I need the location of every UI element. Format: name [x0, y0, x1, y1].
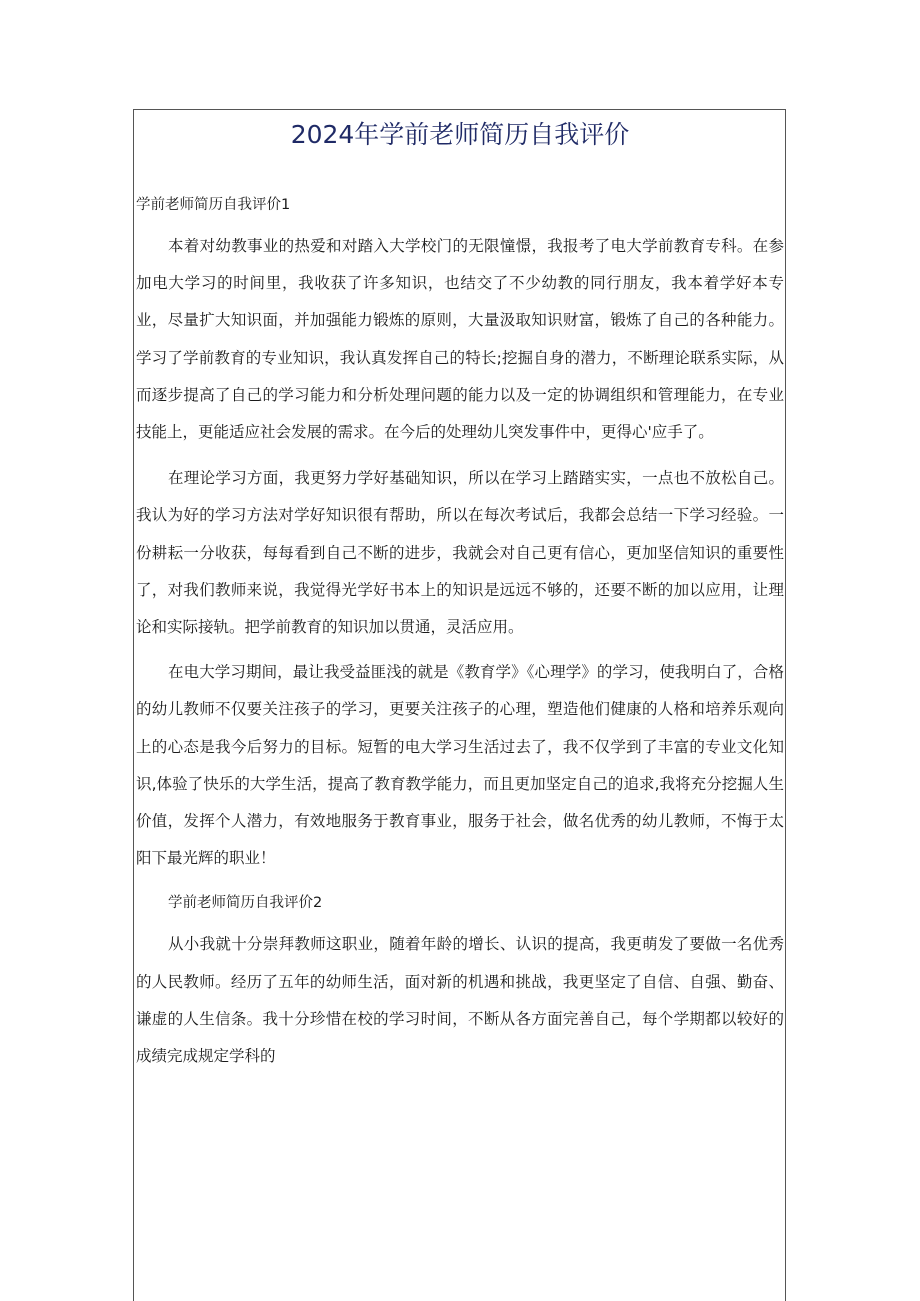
document-title: 2024年学前老师简历自我评价 — [290, 120, 630, 149]
paragraph: 在电大学习期间，最让我受益匪浅的就是《教育学》《心理学》的学习，使我明白了，合格的幼儿教师不仅要关注孩子的学习，更要关注孩子的心理，塑造他们健康的人格和培养乐观向上的心态是我今后努力的目标。短暂的电大学习生活过去了，我不仅学到了丰富的专业文化知识,体验了快乐的大学生活，提高了教育教学能力，而且更加坚定自己的追求,我将充分挖掘人生价值，发挥个人潜力，有效地服务于教育事业，服务于社会，做名优秀的幼儿教师，不悔于太阳下最光辉的职业！ — [136, 663, 784, 868]
section-heading-1: 学前老师简历自我评价1 — [136, 197, 291, 213]
paragraph: 在理论学习方面，我更努力学好基础知识，所以在学习上踏踏实实，一点也不放松自己。我认为好的学习方法对学好知识很有帮助，所以在每次考试后，我都会总结一下学习经验。一份耕耘一分收获，每每看到自己不断的进步，我就会对自己更有信心，更加坚信知识的重要性了，对我们教师来说，我觉得光学好书本上的知识是远远不够的，还要不断的加以应用，让理论和实际接轨。把学前教育的知识加以贯通，灵活应用。 — [136, 469, 784, 637]
document-body — [136, 188, 784, 1084]
section-heading-2: 学前老师简历自我评价2 — [168, 895, 323, 912]
paragraph: 本着对幼教事业的热爱和对踏入大学校门的无限憧憬，我报考了电大学前教育专科。在参加电大学习的时间里，我收获了许多知识，也结交了不少幼教的同行朋友，我本着学好本专业，尽量扩大知识面，并加强能力锻炼的原则，大量汲取知识财富，锻炼了自己的各种能力。学习了学前教育的专业知识，我认真发挥自己的特长;挖掘自身的潜力，不断理论联系实际，从而逐步提高了自己的学习能力和分析处理问题的能力以及一定的协调组织和管理能力，在专业技能上，更能适应社会发展的需求。在今后的处理幼儿突发事件中，更得心'应手了。 — [136, 237, 784, 442]
paragraph: 从小我就十分崇拜教师这职业，随着年龄的增长、认识的提高，我更萌发了要做一名优秀的人民教师。经历了五年的幼师生活，面对新的机遇和挑战，我更坚定了自信、自强、勤奋、谦虚的人生信条。我十分珍惜在校的学习时间，不断从各方面完善自己，每个学期都以较好的成绩完成规定学科的 — [136, 935, 784, 1066]
